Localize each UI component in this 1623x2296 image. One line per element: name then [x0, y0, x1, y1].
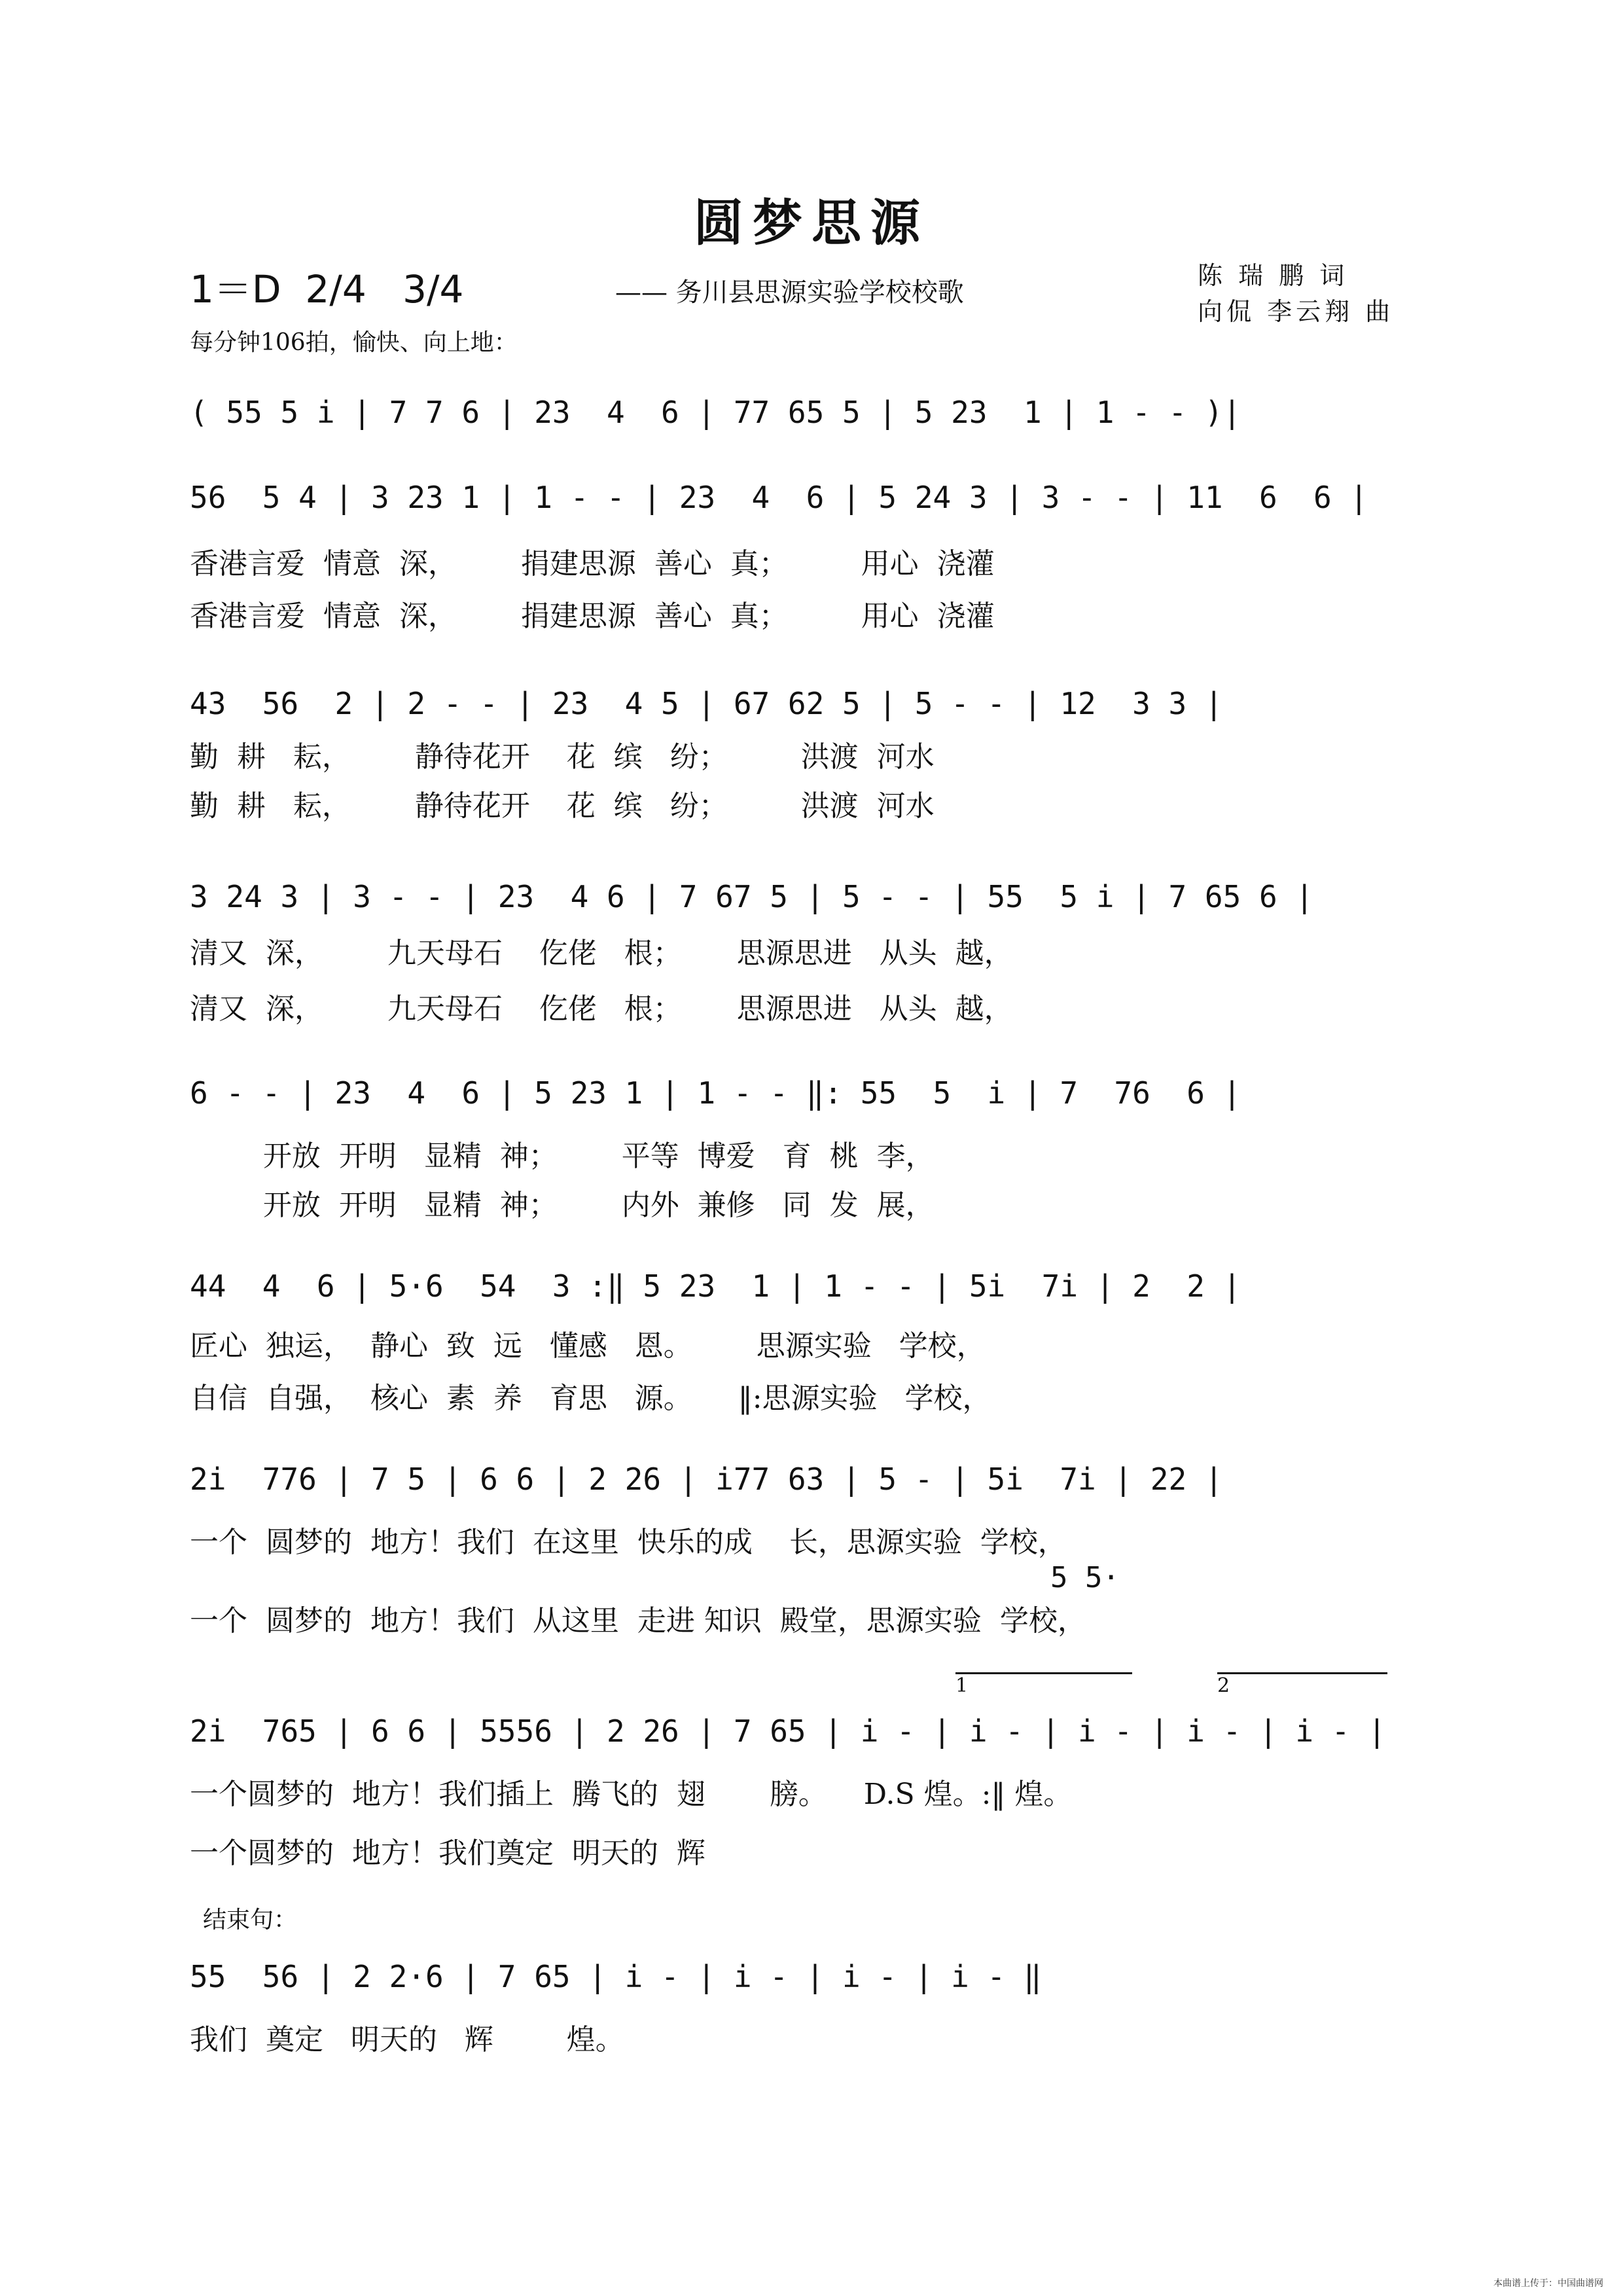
- score-line-3-lyric-verse-2: 勤 耕 耘， 静待花开 花 缤 纷； 洪渡 河水: [190, 789, 935, 823]
- volta-2-bracket: 2: [1217, 1672, 1387, 1687]
- score-line-6-lyric-verse-1: 匠心 独运， 静心 致 远 懂感 恩。 思源实验 学校，: [190, 1329, 986, 1363]
- score-line-6-notes: 44 4 6 | 5·6 54 3 :‖ 5 23 1 | 1 - - | 5i 7i | 2 2 |: [190, 1268, 1241, 1304]
- score-line-5-lyric-verse-2: 开放 开明 显精 神； 内外 兼修 同 发 展，: [190, 1189, 935, 1222]
- volta-1-bracket: 1: [955, 1672, 1132, 1687]
- score-line-4-notes: 3 24 3 | 3 - - | 23 4 6 | 7 67 5 | 5 - - | 55 5 i | 7 65 6 |: [190, 879, 1314, 914]
- score-line-7-notes: 2i 776 | 7 5 | 6 6 | 2 26 | i77 63 | 5 - | 5i 7i | 22 |: [190, 1462, 1223, 1497]
- score-line-7-lyric-verse-1: 一个 圆梦的 地方！我们 在这里 快乐的成 长，思源实验 学校，: [190, 1526, 1067, 1559]
- composer-credit: 向侃 李云翔 曲: [1198, 297, 1395, 326]
- key-time-signature: 1＝D 2/4 3/4: [190, 267, 464, 312]
- score-line-3-notes: 43 56 2 | 2 - - | 23 4 5 | 67 62 5 | 5 - - | 12 3 3 |: [190, 686, 1223, 721]
- ending-notes: 55 56 | 2 2·6 | 7 65 | i - | i - | i - | i - ‖: [190, 1959, 1042, 1994]
- song-subtitle: —— 务川县思源实验学校校歌: [615, 278, 964, 308]
- score-line-4-lyric-verse-2: 清又 深， 九天母石 仡佬 根； 思源思进 从头 越，: [190, 992, 1013, 1026]
- lyricist-credit: 陈 瑞 鹏 词: [1198, 261, 1349, 290]
- song-title: 圆梦思源: [694, 194, 929, 252]
- ending-lyric: 我们 奠定 明天的 辉 煌。: [190, 2023, 624, 2056]
- score-line-8-lyric-verse-1: 一个圆梦的 地方！我们插上 腾飞的 翅 膀。 D.S 煌。:‖ 煌。: [190, 1778, 1073, 1811]
- score-line-2-lyric-verse-1: 香港言爱 情意 深， 捐建思源 善心 真； 用心 浇灌: [190, 547, 995, 581]
- score-line-1-notes: ( 55 5 i | 7 7 6 | 23 4 6 | 77 65 5 | 5 23 1 | 1 - - )|: [190, 395, 1241, 430]
- ending-label: 结束句：: [203, 1907, 298, 1933]
- score-line-6-lyric-verse-2: 自信 自强， 核心 素 养 育思 源。 ‖:思源实验 学校，: [190, 1382, 991, 1415]
- score-line-7-lyric-verse-2: 一个 圆梦的 地方！我们 从这里 走进 知识 殿堂，思源实验 学校，: [190, 1604, 1086, 1638]
- score-line-8-notes: 2i 765 | 6 6 | 5556 | 2 26 | 7 65 | i - | i - | i - | i - | i - |: [190, 1713, 1386, 1749]
- score-line-4-lyric-verse-1: 清又 深， 九天母石 仡佬 根； 思源思进 从头 越，: [190, 937, 1013, 970]
- alternate-notes: 5 5·: [1050, 1561, 1120, 1594]
- score-line-3-lyric-verse-1: 勤 耕 耘， 静待花开 花 缤 纷； 洪渡 河水: [190, 740, 935, 774]
- score-line-8-lyric-verse-2: 一个圆梦的 地方！我们奠定 明天的 辉: [190, 1837, 705, 1870]
- score-line-5-notes: 6 - - | 23 4 6 | 5 23 1 | 1 - - ‖: 55 5 i | 7 76 6 |: [190, 1075, 1241, 1111]
- score-line-2-notes: 56 5 4 | 3 23 1 | 1 - - | 23 4 6 | 5 24 3 | 3 - - | 11 6 6 |: [190, 480, 1368, 515]
- tempo-marking: 每分钟106拍，愉快、向上地：: [190, 329, 518, 356]
- score-line-5-lyric-verse-1: 开放 开明 显精 神； 平等 博爱 育 桃 李，: [190, 1139, 935, 1173]
- source-watermark: 本曲谱上传于：中国曲谱网: [1493, 2278, 1603, 2289]
- score-line-2-lyric-verse-2: 香港言爱 情意 深， 捐建思源 善心 真； 用心 浇灌: [190, 600, 995, 633]
